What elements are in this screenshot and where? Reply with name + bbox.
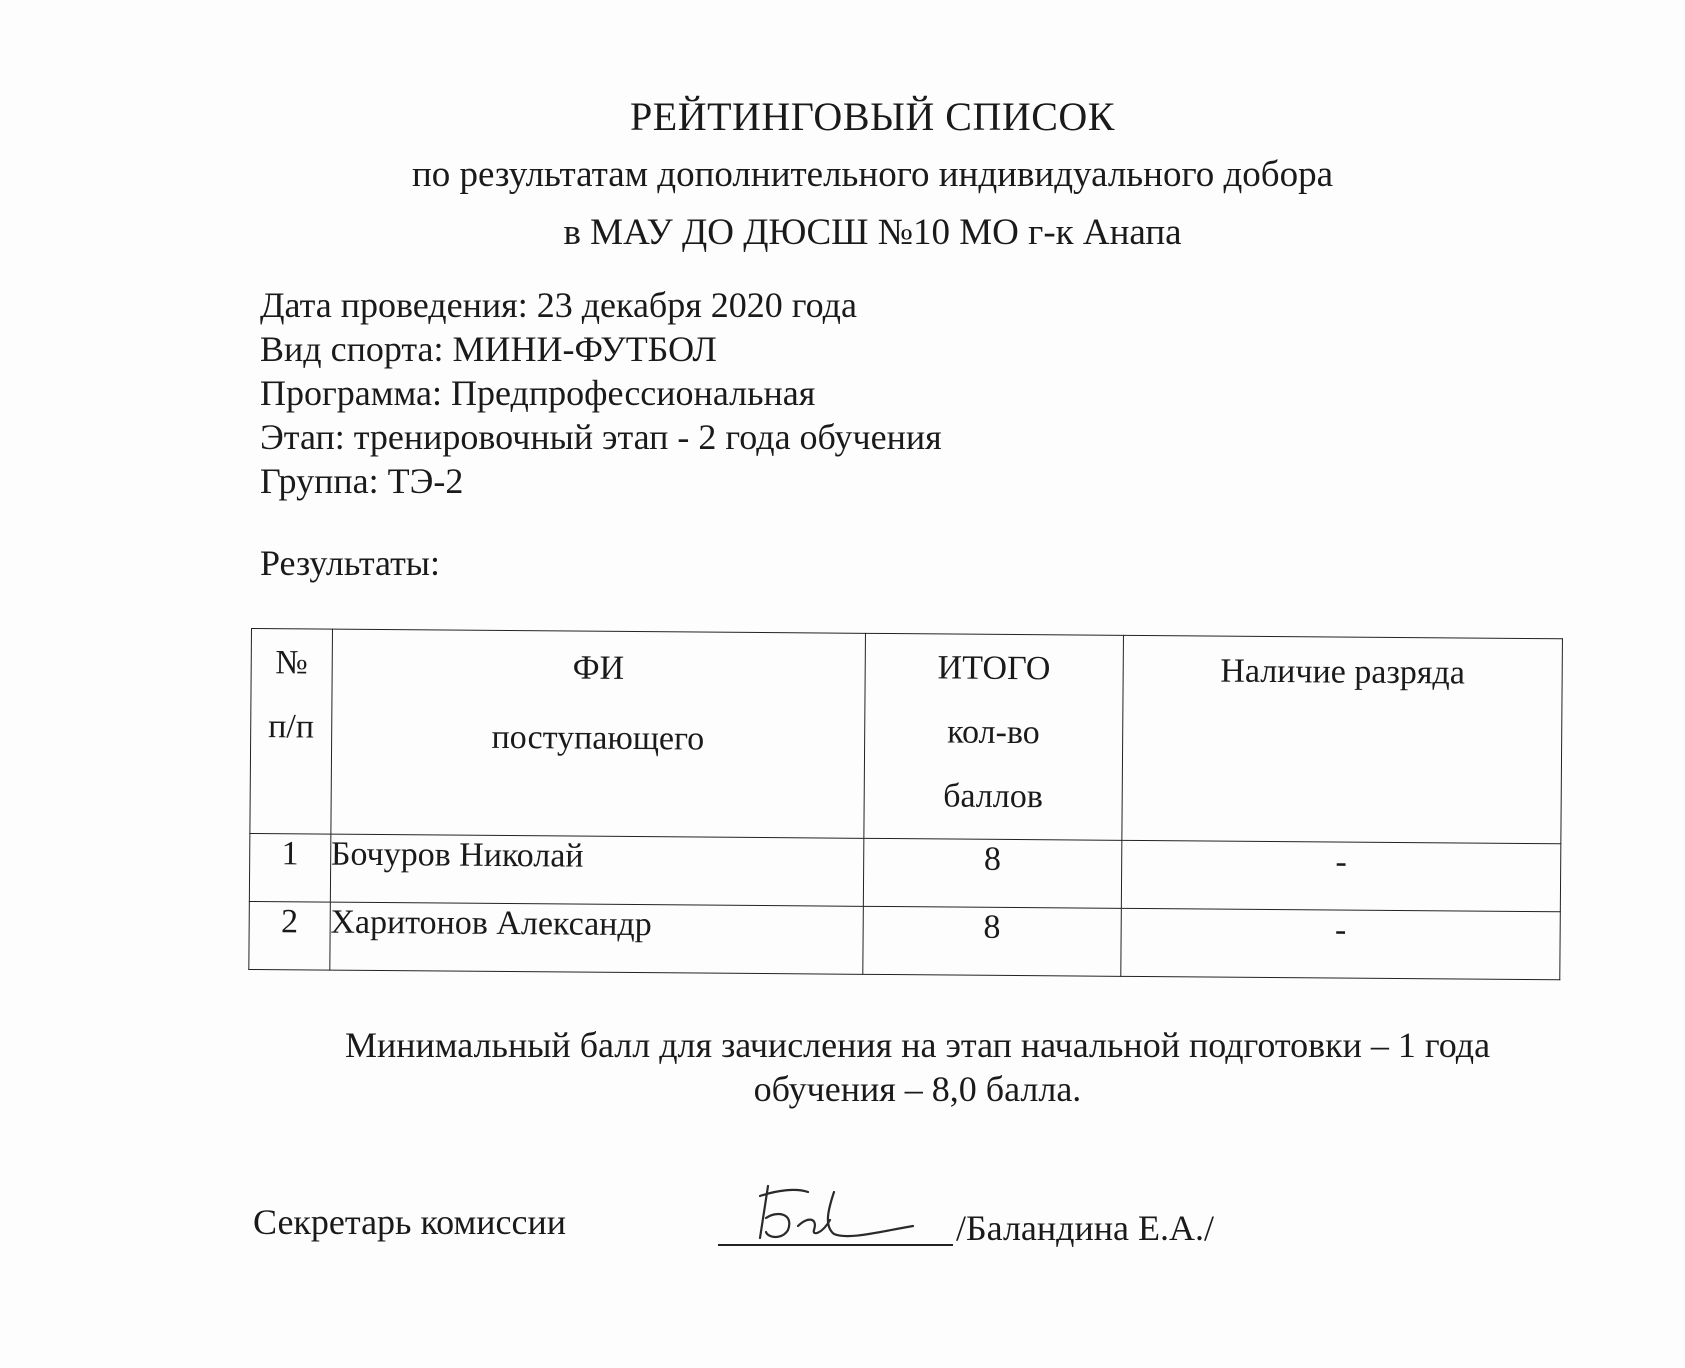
table-header-row (250, 629, 1563, 844)
table-row (249, 901, 1560, 979)
document-subtitle-line-1: по результатам дополнительного индивидуального добора (411, 154, 1334, 195)
event-info (260, 283, 942, 503)
header-rank-line: Наличие разряда (1220, 652, 1466, 692)
document-title: РЕЙТИНГОВЫЙ СПИСОК (630, 94, 1115, 139)
signature-label: Секретарь комиссии (253, 1202, 566, 1242)
table-row (249, 833, 1560, 911)
signature-line (718, 1244, 953, 1246)
document-header (0, 88, 1685, 262)
header-total-line: ИТОГО (937, 649, 1051, 688)
header-total-line: кол-во (947, 713, 1040, 752)
rating-table (248, 628, 1563, 980)
row-num: 1 (249, 833, 330, 902)
handwritten-signature (738, 1174, 938, 1250)
minimum-score-note-line-1: Минимальный балл для зачисления на этап начальной подготовки – 1 года (344, 1025, 1491, 1065)
header-fio-line: поступающего (491, 718, 705, 758)
event-stage: Этап: тренировочный этап - 2 года обучения (260, 417, 942, 457)
row-num: 2 (249, 901, 330, 970)
minimum-score-note (0, 1023, 1685, 1111)
results-label: Результаты: (260, 543, 440, 583)
minimum-score-note-line-2: обучения – 8,0 балла. (753, 1069, 1082, 1109)
event-date: Дата проведения: 23 декабря 2020 года (260, 285, 857, 325)
row-total: 8 (863, 838, 1122, 908)
header-num-line: № (275, 644, 308, 682)
event-sport: Вид спорта: МИНИ-ФУТБОЛ (260, 329, 717, 369)
event-program: Программа: Предпрофессиональная (260, 373, 816, 413)
signature-block (253, 1196, 1553, 1276)
header-num-line: п/п (268, 708, 315, 746)
signature-name: /Баландина Е.А./ (956, 1208, 1214, 1248)
header-fio-line: ФИ (572, 649, 625, 687)
header-total-line: баллов (943, 777, 1043, 816)
row-rank: - (1121, 840, 1561, 911)
row-fio: Харитонов Александр (330, 902, 864, 974)
row-fio: Бочуров Николай (330, 834, 864, 906)
row-rank: - (1121, 908, 1561, 979)
row-total: 8 (863, 906, 1122, 976)
document-subtitle-line-2: в МАУ ДО ДЮСШ №10 МО г-к Анапа (563, 212, 1182, 253)
header-rank (1122, 635, 1563, 843)
header-total (864, 633, 1124, 840)
header-num (250, 629, 332, 835)
event-group: Группа: ТЭ-2 (260, 461, 464, 501)
header-fio (331, 629, 866, 838)
